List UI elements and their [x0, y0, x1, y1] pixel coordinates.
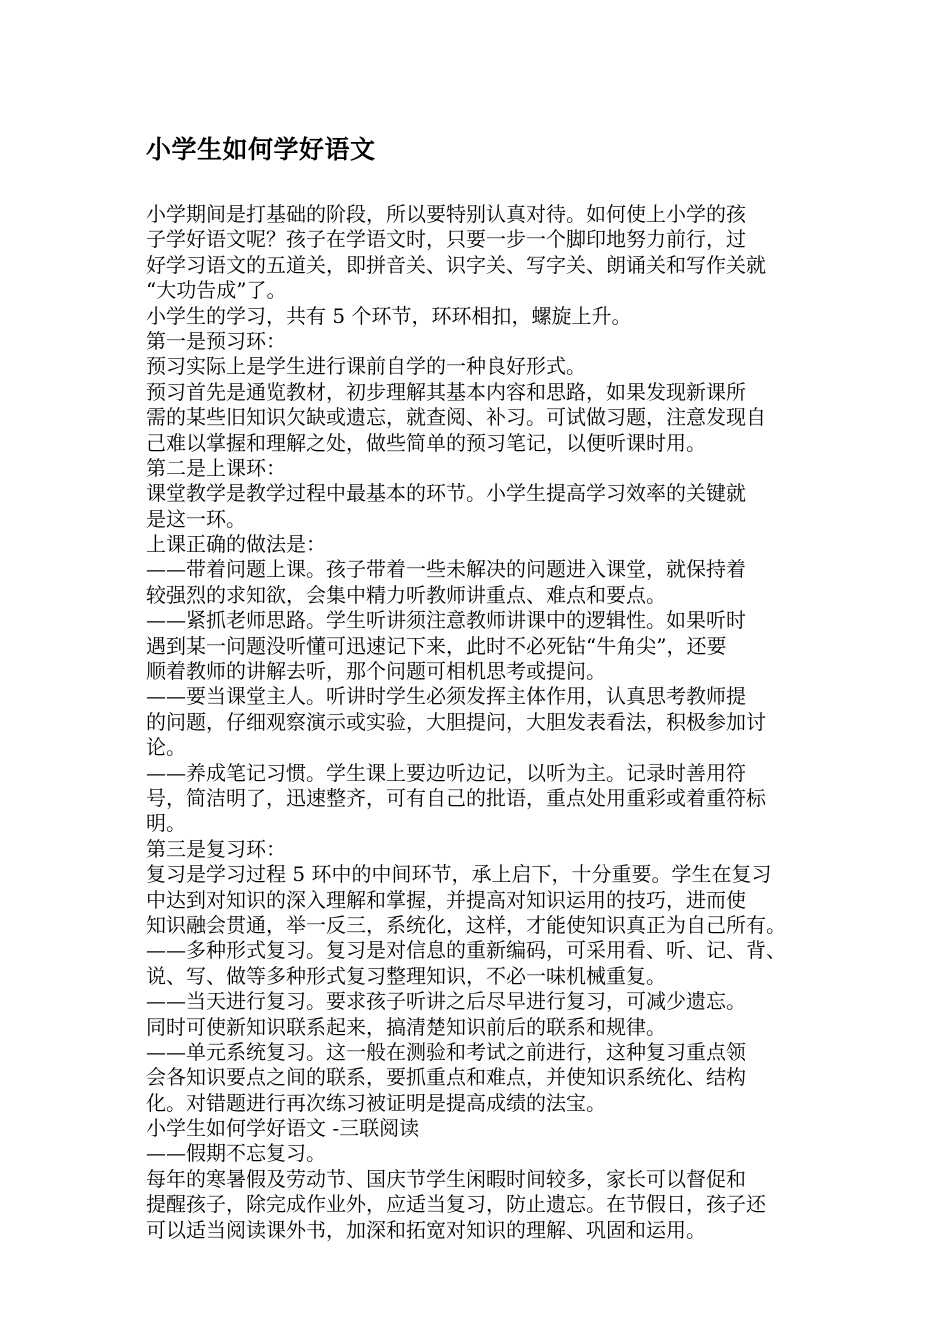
text-line: 的问题，仔细观察演示或实验，大胆提问，大胆发表看法，积极参加讨	[146, 709, 766, 734]
text-line: “大功告成”了。	[146, 278, 287, 303]
text-line: 可以适当阅读课外书，加深和拓宽对知识的理解、巩固和运用。	[146, 1217, 706, 1242]
text-line: 小学期间是打基础的阶段，所以要特别认真对待。如何使上小学的孩	[146, 202, 746, 226]
text-line: 预习首先是通览教材，初步理解其基本内容和思路，如果发现新课所	[146, 379, 746, 404]
text-line: 复习是学习过程 5 环中的中间环节，承上启下，十分重要。学生在复习	[146, 862, 772, 887]
text-line: ——多种形式复习。复习是对信息的重新编码，可采用看、听、记、背、	[146, 938, 786, 963]
text-line: ——当天进行复习。要求孩子听讲之后尽早进行复习，可减少遗忘。	[146, 989, 746, 1014]
text-line: 说、写、做等多种形式复习整理知识，不必一味机械重复。	[146, 963, 666, 988]
article-body	[146, 202, 816, 1243]
text-line: 预习实际上是学生进行课前自学的一种良好形式。	[146, 354, 586, 379]
text-line: 好学习语文的五道关，即拼音关、识字关、写字关、朗诵关和写作关就	[146, 252, 766, 277]
text-line: ——养成笔记习惯。学生课上要边听边记，以听为主。记录时善用符	[146, 760, 746, 785]
text-line: 需的某些旧知识欠缺或遗忘，就查阅、补习。可试做习题，注意发现自	[146, 405, 766, 430]
text-line: 是这一环。	[146, 506, 246, 531]
text-line: 小学生的学习，共有 5 个环节，环环相扣，螺旋上升。	[146, 303, 632, 328]
page-title: 小学生如何学好语文	[146, 135, 376, 164]
text-line: 知识融会贯通，举一反三，系统化，这样，才能使知识真正为自己所有。	[146, 912, 786, 937]
text-line: 提醒孩子，除完成作业外，应适当复习，防止遗忘。在节假日，孩子还	[146, 1192, 766, 1217]
text-line: 遇到某一问题没听懂可迅速记下来，此时不必死钻“牛角尖”，还要	[146, 633, 727, 658]
text-line: 子学好语文呢？孩子在学语文时，只要一步一个脚印地努力前行，过	[146, 227, 746, 252]
text-line: 顺着教师的讲解去听，那个问题可相机思考或提问。	[146, 659, 606, 684]
text-line: ——紧抓老师思路。学生听讲须注意教师讲课中的逻辑性。如果听时	[146, 608, 746, 633]
text-line: 每年的寒暑假及劳动节、国庆节学生闲暇时间较多，家长可以督促和	[146, 1166, 746, 1191]
text-line: 中达到对知识的深入理解和掌握，并提高对知识运用的技巧，进而使	[146, 887, 746, 912]
text-line: 化。对错题进行再次练习被证明是提高成绩的法宝。	[146, 1090, 606, 1115]
text-line: 己难以掌握和理解之处，做些简单的预习笔记，以便听课时用。	[146, 430, 706, 455]
text-line: 同时可使新知识联系起来，搞清楚知识前后的联系和规律。	[146, 1014, 666, 1039]
text-line: ——要当课堂主人。听讲时学生必须发挥主体作用，认真思考教师提	[146, 684, 746, 709]
section-heading: 第一是预习环：	[146, 328, 286, 353]
section-heading: 第二是上课环：	[146, 455, 286, 480]
text-line: 课堂教学是教学过程中最基本的环节。小学生提高学习效率的关键就	[146, 481, 746, 506]
text-line: 明。	[146, 811, 186, 836]
text-line: 号，简洁明了，迅速整齐，可有自己的批语，重点处用重彩或着重符标	[146, 785, 766, 810]
section-heading: 第三是复习环：	[146, 836, 286, 861]
text-line: 上课正确的做法是：	[146, 532, 326, 557]
text-line: ——带着问题上课。孩子带着一些未解决的问题进入课堂，就保持着	[146, 557, 746, 582]
text-line: ——假期不忘复习。	[146, 1141, 326, 1166]
source-line: 小学生如何学好语文 -三联阅读	[146, 1116, 420, 1141]
text-line: ——单元系统复习。这一般在测验和考试之前进行，这种复习重点领	[146, 1039, 746, 1064]
text-line: 会各知识要点之间的联系，要抓重点和难点，并使知识系统化、结构	[146, 1065, 746, 1090]
text-line: 论。	[146, 735, 186, 760]
text-line: 较强烈的求知欲，会集中精力听教师讲重点、难点和要点。	[146, 582, 666, 607]
